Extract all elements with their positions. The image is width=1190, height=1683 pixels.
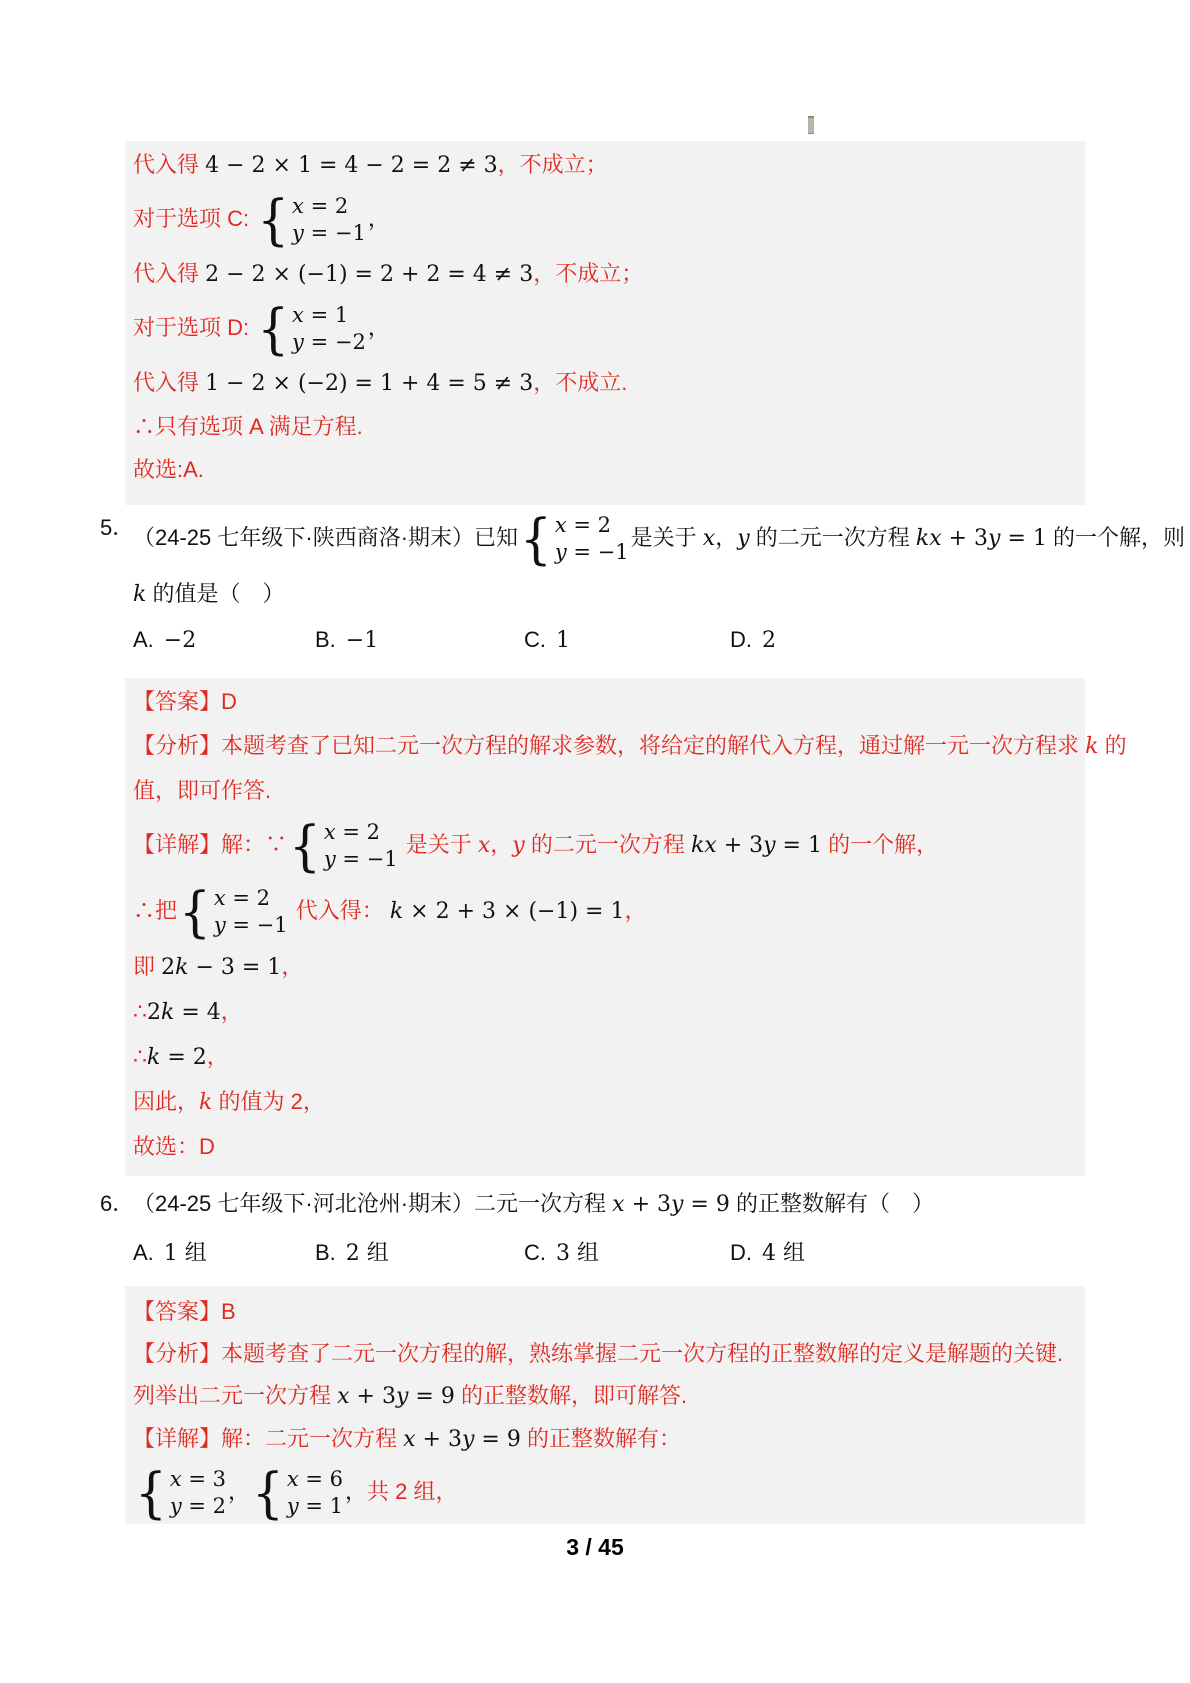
option-A <box>133 1237 315 1270</box>
annotation-text: y <box>512 832 525 858</box>
option-letter: B. <box>315 627 336 652</box>
annotation-text: x <box>477 832 491 858</box>
body-text: = 9 <box>408 1384 455 1409</box>
body-text: = 9 <box>683 1192 730 1217</box>
body-text: （24-25 七年级下·陕西商洛·期末）已知 <box>133 524 519 550</box>
annotation-text: 【分析】本题考查了二元一次方程的解，熟练掌握二元一次方程的正整数解的定义是解题的关键. <box>133 1341 1064 1366</box>
annotation-text: 的 <box>1098 733 1127 758</box>
body-text: y <box>671 1192 684 1217</box>
body-text: ， <box>228 1479 251 1505</box>
annotation-text: ∴ <box>133 999 147 1024</box>
text-line <box>133 951 1071 984</box>
annotation-text: ， <box>490 831 513 857</box>
option-value: 3 组 <box>556 1241 599 1266</box>
text-line <box>133 454 1071 486</box>
scan-artifact-mark <box>808 116 814 134</box>
body-text: 的一个解，则 <box>1046 524 1186 550</box>
option-C <box>524 624 730 657</box>
equation-system: { x = 1 y = −2 <box>257 297 366 361</box>
annotation-text: 代入得 <box>133 261 206 286</box>
body-text: ， <box>367 206 390 232</box>
left-brace: { <box>257 297 290 361</box>
text-line <box>133 730 1127 763</box>
annotation-text: 代入得 <box>133 370 206 395</box>
body-text: k <box>175 955 189 980</box>
option-letter: D. <box>730 1240 752 1265</box>
option-letter: C. <box>524 627 546 652</box>
annotation-text: 共 2 组， <box>367 1478 458 1504</box>
text-line <box>133 149 1071 182</box>
annotation-text: ∴ <box>133 1044 147 1069</box>
body-text: y <box>988 525 1001 551</box>
body-text: ， <box>367 315 390 341</box>
left-brace: { <box>289 814 321 878</box>
annotation-text: k <box>1085 734 1099 759</box>
text-line <box>133 1423 1071 1456</box>
text-line <box>133 814 1071 878</box>
question-stem <box>133 1188 1090 1221</box>
annotation-text: 的一个解， <box>821 831 939 857</box>
option-value: 1 组 <box>163 1241 207 1266</box>
annotation-text: 即 <box>133 954 162 979</box>
question-number: 5． <box>100 515 135 540</box>
body-text: + 3 <box>349 1384 396 1409</box>
text-line <box>133 1131 1071 1163</box>
equation-system: { x = 6 y = 1 <box>252 1461 344 1525</box>
question-stem-line2 <box>133 578 1185 611</box>
equation-system: { x = 3 y = 2 <box>135 1461 226 1525</box>
body-text: = 1 <box>1000 525 1047 551</box>
answer-options <box>133 624 1185 657</box>
annotation-text: 列举出二元一次方程 <box>133 1383 338 1408</box>
equation-system: { x = 2 y = −1 <box>520 507 629 571</box>
annotation-text: 是关于 <box>399 831 478 857</box>
body-text: + 3 <box>415 1427 462 1452</box>
text-line <box>133 1338 1071 1370</box>
option-letter: A. <box>133 627 154 652</box>
equation-system: { x = 2 y = −1 <box>257 188 366 252</box>
annotation-text: ，不成立； <box>533 261 644 286</box>
annotation-text: 的二元一次方程 <box>524 831 691 857</box>
option-value: −1 <box>345 628 379 653</box>
text-line <box>133 297 1071 361</box>
annotation-text: ，不成立； <box>497 152 608 177</box>
annotation-text: 【答案】B <box>133 1299 236 1324</box>
text-line <box>133 1461 1071 1525</box>
body-text: k <box>161 1000 175 1025</box>
text-line <box>133 775 1071 807</box>
question-number: 6． <box>100 1191 135 1216</box>
body-text: + 3 <box>624 1192 671 1217</box>
body-text: + 3 <box>716 832 764 858</box>
annotation-text: 故选:A. <box>133 457 204 482</box>
annotation-text: 的值为 2， <box>212 1089 325 1114</box>
answer-options <box>133 1237 1090 1270</box>
option-letter: B. <box>315 1240 336 1265</box>
equation-system: { x = 2 y = −1 <box>179 880 288 944</box>
text-line <box>133 1041 1071 1074</box>
body-text: = 1 <box>775 832 822 858</box>
option-letter: D. <box>730 627 752 652</box>
question-6 <box>100 1188 1090 1270</box>
body-text: 4 − 2 × 1 = 4 − 2 = 2 ≠ 3 <box>205 153 498 178</box>
question-stem <box>133 507 1186 571</box>
body-text: y <box>461 1427 475 1452</box>
body-text: ， <box>345 1479 368 1505</box>
option-value: 4 组 <box>762 1241 805 1266</box>
option-value: 1 <box>556 628 570 653</box>
body-text: 的正整数解有（ ） <box>729 1191 934 1216</box>
annotation-text: 【详解】解：∵ <box>133 831 288 857</box>
left-brace: { <box>257 188 290 252</box>
body-text: （24-25 七年级下·河北沧州·期末）二元一次方程 <box>133 1191 613 1216</box>
text-line <box>133 880 1071 944</box>
page-number: 3 / 45 <box>566 1534 624 1560</box>
text-line <box>133 367 1071 400</box>
annotation-text: ， <box>281 954 304 979</box>
option-value: −2 <box>163 628 197 653</box>
body-text: x <box>612 1192 625 1217</box>
annotation-text: 的正整数解，即可解答. <box>454 1383 688 1408</box>
option-C <box>524 1237 730 1270</box>
annotation-text: 代入得： <box>289 897 390 923</box>
body-text: − 3 = 1 <box>188 955 282 980</box>
annotation-text: 【答案】D <box>133 689 237 714</box>
body-text: kx <box>915 525 942 551</box>
body-text: 2 − 2 × (−1) = 2 + 2 = 4 ≠ 3 <box>205 262 534 287</box>
body-text: ， <box>715 524 738 550</box>
annotation-text: ∴把 <box>133 897 178 923</box>
annotation-text: 【分析】本题考查了已知二元一次方程的解求参数，将给定的解代入方程，通过解一元一次方程求 <box>133 733 1086 758</box>
body-text: 的二元一次方程 <box>749 524 916 550</box>
annotation-text: 值，即可作答. <box>133 778 272 803</box>
body-text: × 2 + 3 × (−1) = 1 <box>403 898 625 924</box>
body-text: y <box>737 525 750 551</box>
question-5 <box>100 507 1186 657</box>
annotation-text: ， <box>206 1044 229 1069</box>
option-D <box>730 1237 805 1270</box>
body-text: 是关于 <box>630 524 703 550</box>
annotation-text: 的正整数解有： <box>520 1426 681 1451</box>
left-brace: { <box>179 880 211 944</box>
annotation-text: 故选：D <box>133 1134 215 1159</box>
left-brace: { <box>252 1461 284 1525</box>
annotation-text: 对于选项 C: <box>133 205 256 231</box>
annotation-text: k <box>199 1090 213 1115</box>
option-B <box>315 624 524 657</box>
body-text: y <box>763 832 776 858</box>
annotation-text: ∴只有选项 A 满足方程. <box>133 414 363 439</box>
body-text: 2 <box>147 1000 161 1025</box>
body-text: x <box>403 1427 416 1452</box>
text-line <box>133 1380 1071 1413</box>
body-text: k <box>389 898 404 924</box>
text-line <box>133 1086 1071 1119</box>
text-line <box>133 411 1071 443</box>
solution-block-q6 <box>125 1286 1085 1524</box>
option-A <box>133 624 315 657</box>
option-letter: C. <box>524 1240 546 1265</box>
annotation-text: ， <box>624 897 647 923</box>
equation-system: { x = 2 y = −1 <box>289 814 398 878</box>
text-line <box>133 258 1071 291</box>
body-text: kx <box>690 832 717 858</box>
left-brace: { <box>135 1461 167 1525</box>
body-text: 1 − 2 × (−2) = 1 + 4 = 5 ≠ 3 <box>205 371 534 396</box>
left-brace: { <box>520 507 552 571</box>
annotation-text: 代入得 <box>133 152 206 177</box>
annotation-text: 【详解】解：二元一次方程 <box>133 1426 404 1451</box>
annotation-text: 对于选项 D: <box>133 314 256 340</box>
annotation-text: 因此， <box>133 1089 200 1114</box>
solution-block-q5 <box>125 678 1127 1176</box>
text-line <box>133 1296 1071 1328</box>
body-text: 2 <box>161 955 176 980</box>
body-text: + 3 <box>941 525 989 551</box>
body-text: 的值是（ ） <box>146 581 285 606</box>
option-D <box>730 624 776 657</box>
body-text: x <box>337 1384 350 1409</box>
solution-block-q4 <box>125 141 1085 505</box>
body-text: k <box>133 582 147 607</box>
body-text: = 4 <box>174 1000 221 1025</box>
option-value: 2 <box>762 628 776 653</box>
annotation-text: ， <box>220 999 243 1024</box>
body-text: k <box>147 1045 161 1070</box>
option-value: 2 组 <box>345 1241 389 1266</box>
option-letter: A. <box>133 1240 154 1265</box>
annotation-text: ，不成立. <box>533 370 628 395</box>
body-text: y <box>395 1384 409 1409</box>
option-B <box>315 1237 524 1270</box>
text-line <box>133 686 1071 718</box>
body-text: = 2 <box>160 1045 207 1070</box>
text-line <box>133 188 1071 252</box>
body-text: x <box>702 525 716 551</box>
body-text: = 9 <box>474 1427 521 1452</box>
text-line <box>133 996 1071 1029</box>
